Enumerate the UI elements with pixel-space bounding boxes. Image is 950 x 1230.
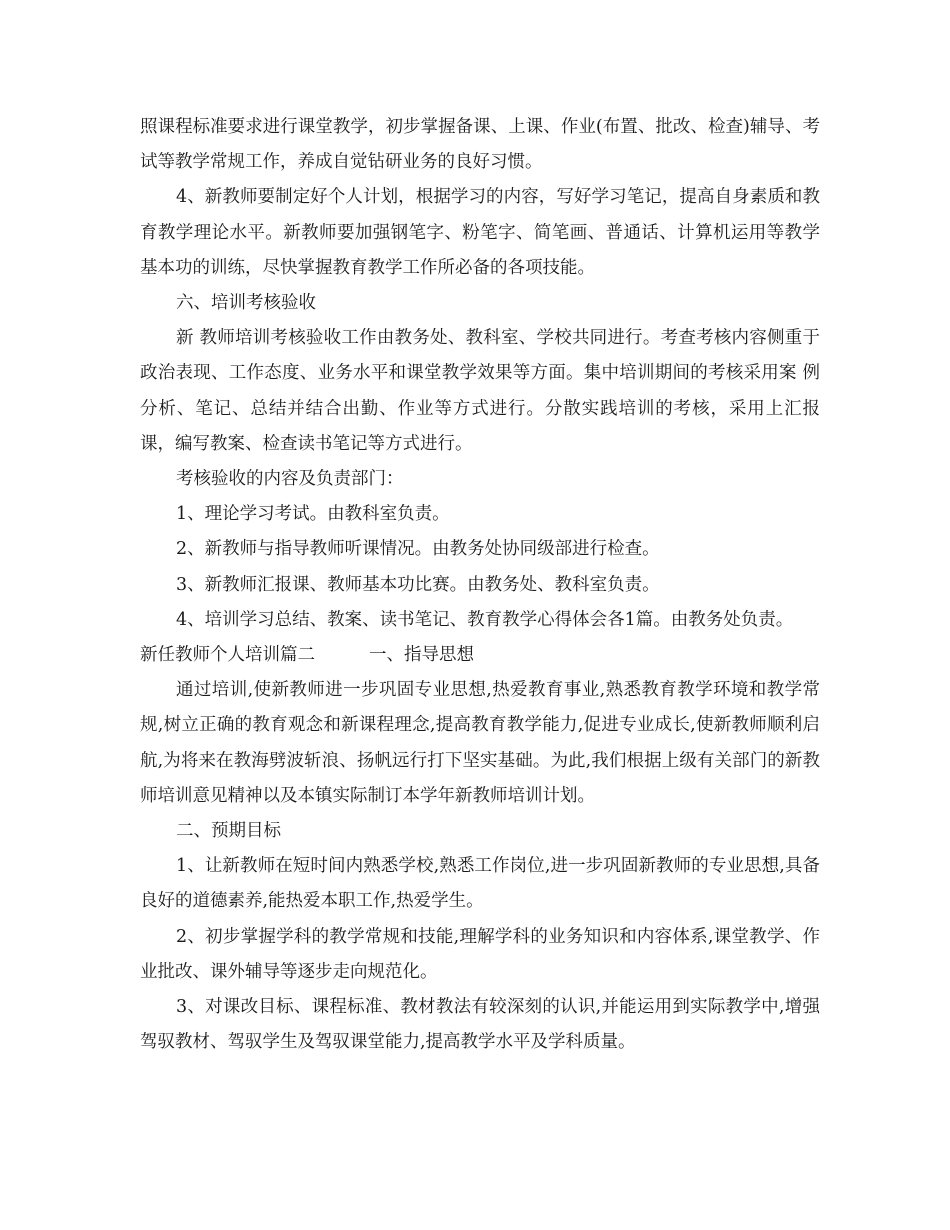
section-subtitle: 一、指导思想 (369, 645, 474, 666)
list-item: 2、初步掌握学科的教学常规和技能,理解学科的业务知识和内容体系,课堂教学、作业批改、课外辅导等逐步走向规范化。 (140, 926, 820, 982)
list-item: 4、培训学习总结、教案、读书笔记、教育教学心得体会各1篇。由教务处负责。 (176, 609, 794, 630)
list-item: 2、新教师与指导教师听课情况。由教务处协同级部进行检查。 (176, 539, 660, 560)
paragraph: 照课程标准要求进行课堂教学，初步掌握备课、上课、作业(布置、批改、检查)辅导、考试等教学常规工作，养成自觉钻研业务的良好习惯。 (140, 117, 820, 173)
list-item: 3、新教师汇报课、教师基本功比赛。由教务处、教科室负责。 (176, 574, 660, 595)
paragraph: 考核验收的内容及负责部门： (176, 469, 404, 490)
section-heading-six: 六、培训考核验收 (176, 293, 316, 314)
list-item: 1、理论学习考试。由教科室负责。 (176, 504, 450, 525)
section-heading-two: 二、预期目标 (176, 821, 281, 842)
document-body (140, 110, 820, 1060)
list-item: 3、对课改目标、课程标准、教材教法有较深刻的认识,并能运用到实际教学中,增强驾驭教材、驾驭学生及驾驭课堂能力,提高教学水平及学科质量。 (140, 997, 820, 1053)
paragraph: 4、新教师要制定好个人计划，根据学习的内容，写好学习笔记，提高自身素质和教育教学理论水平。新教师要加强钢笔字、粉笔字、简笔画、普通话、计算机运用等教学基本功的训练，尽快掌握教育教学工作所必备的各项技能。 (140, 187, 820, 278)
section-title-line (140, 638, 820, 673)
article-title: 新任教师个人培训篇二 (140, 645, 315, 666)
paragraph: 新 教师培训考核验收工作由教务处、教科室、学校共同进行。考查考核内容侧重于政治表现、工作态度、业务水平和课堂教学效果等方面。集中培训期间的考核采用案 例分析、笔记、总结并结合出勤、作业等方式进行。分散实践培训的考核，采用上汇报课，编写教案、检查读书笔记等方式进行。 (140, 328, 820, 454)
list-item: 1、让新教师在短时间内熟悉学校,熟悉工作岗位,进一步巩固新教师的专业思想,具备良好的道德素养,能热爱本职工作,热爱学生。 (140, 856, 820, 912)
paragraph: 通过培训,使新教师进一步巩固专业思想,热爱教育事业,熟悉教育教学环境和教学常规,树立正确的教育观念和新课程理念,提高教育教学能力,促进专业成长,使新教师顺利启航,为将来在教海劈波斩浪、扬帆远行打下坚实基础。为此,我们根据上级有关部门的新教师培训意见精神以及本镇实际制订本学年新教师培训计划。 (140, 680, 820, 806)
